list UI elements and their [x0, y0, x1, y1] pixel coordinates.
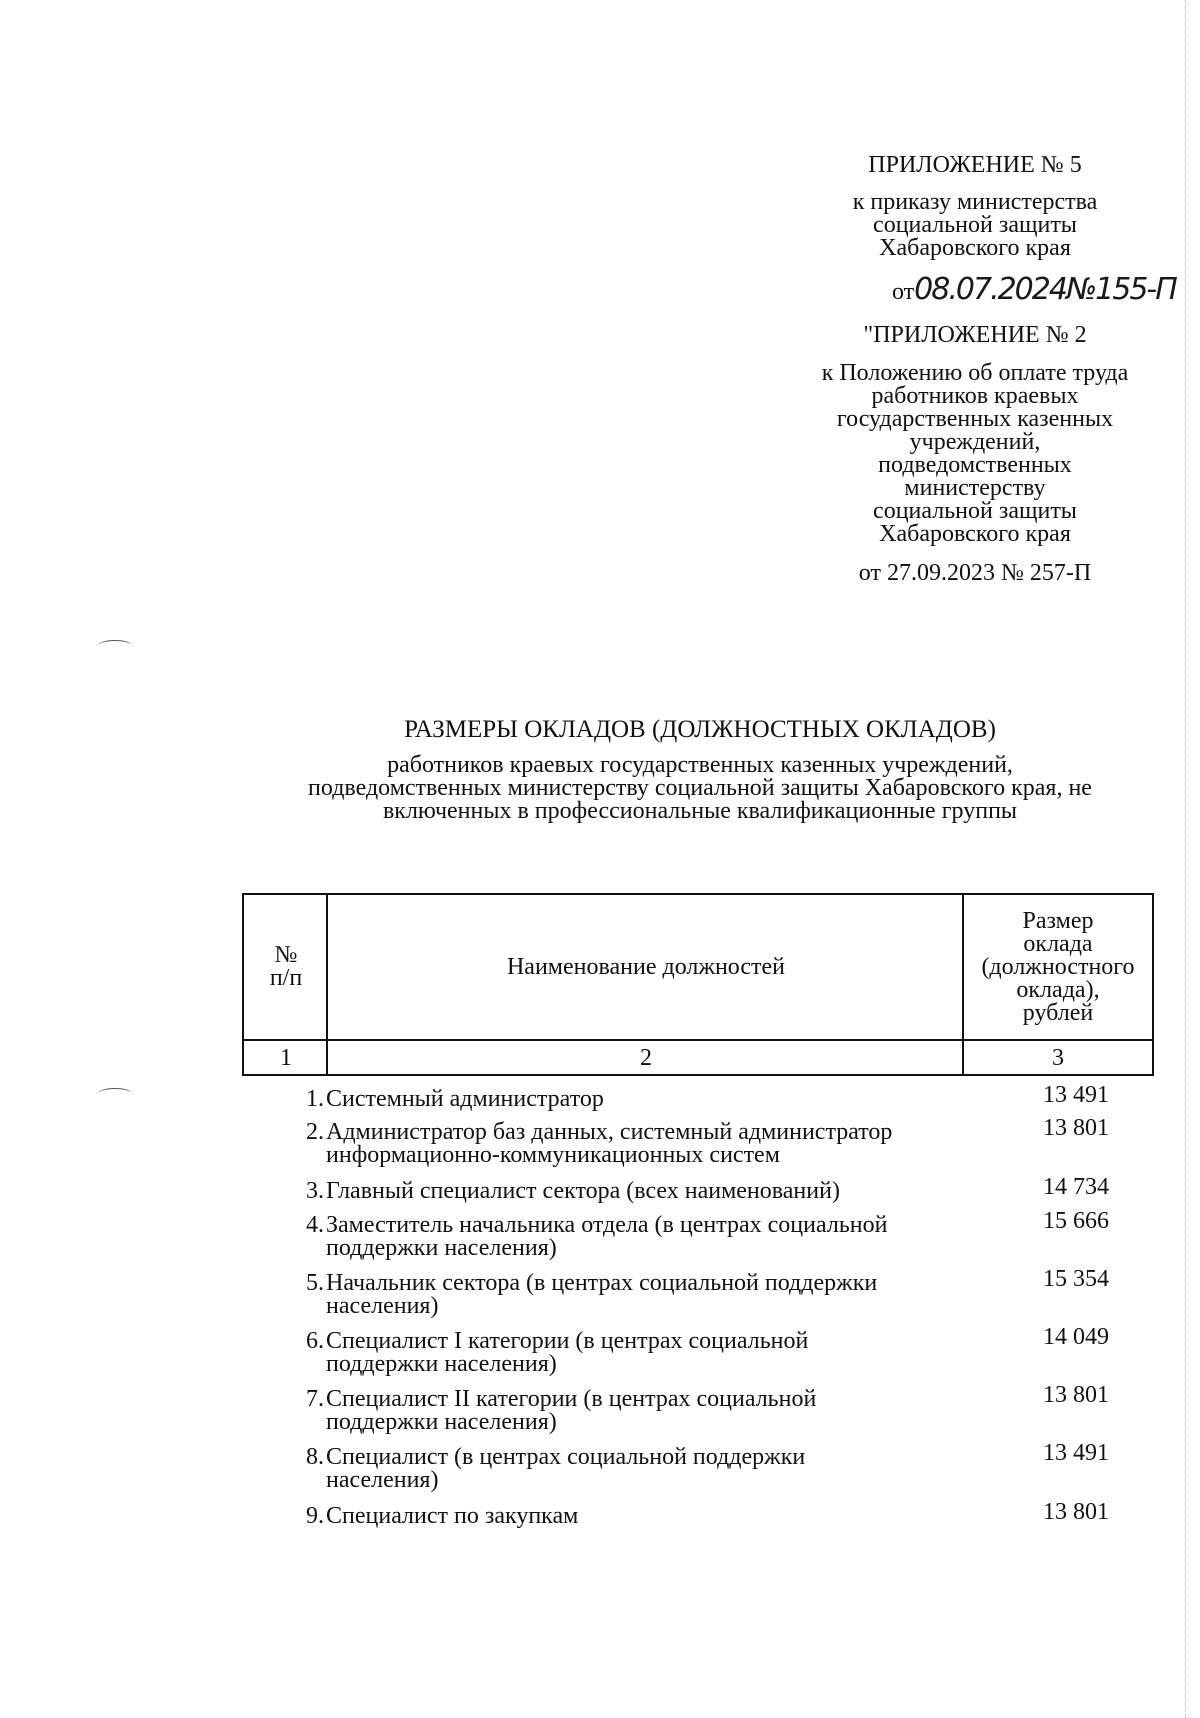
- regulation-line: учреждений,: [909, 429, 1041, 455]
- row-salary: 13 491: [1043, 1082, 1109, 1108]
- row-position: [326, 1088, 846, 1111]
- row-number: 9.: [306, 1503, 324, 1529]
- position-text: Главный специалист сектора (всех наименований): [326, 1178, 840, 1204]
- row-salary: 14 049: [1043, 1324, 1109, 1350]
- subtitle-line: работников краевых государственных казенных учреждений,: [387, 752, 1013, 778]
- subtitle-line: подведомственных министерству социальной защиты Хабаровского края, не: [308, 775, 1092, 801]
- row-salary: 13 801: [1043, 1115, 1109, 1141]
- column-number-cell: [328, 1041, 964, 1076]
- handwritten-date-number: 08.07.2024№155-П: [914, 272, 1176, 307]
- row-number: 7.: [306, 1386, 324, 1412]
- regulation-line: Хабаровского края: [879, 521, 1071, 547]
- row-position: [326, 1330, 986, 1376]
- header-text: Размер: [1022, 907, 1094, 934]
- row-salary: 15 354: [1043, 1266, 1109, 1292]
- position-text: Системный администратор: [326, 1086, 604, 1112]
- header-text: (должностного: [981, 953, 1135, 980]
- order-prefix: от: [892, 279, 915, 305]
- header-text: оклада: [1023, 930, 1093, 957]
- order-line: Хабаровского края: [879, 235, 1071, 261]
- subtitle-line: включенных в профессиональные квалификационные группы: [382, 798, 1018, 824]
- row-salary: 13 491: [1043, 1440, 1109, 1466]
- row-position: [326, 1272, 986, 1318]
- position-text: Специалист (в центрах социальной поддержки: [326, 1444, 806, 1470]
- column-number: 2: [640, 1045, 652, 1071]
- row-number: 1.: [306, 1086, 324, 1112]
- regulation-line: государственных казенных: [836, 406, 1114, 432]
- row-number: 4.: [306, 1212, 324, 1238]
- position-text: Администратор баз данных, системный администратор: [326, 1119, 893, 1145]
- regulation-line: к Положению об оплате труда: [821, 360, 1129, 386]
- document-subtitle: [230, 754, 1170, 823]
- position-text: Специалист II категории (в центрах социальной: [326, 1386, 817, 1412]
- scan-artifact-mark: [98, 1088, 132, 1099]
- row-position: [326, 1180, 986, 1203]
- row-position: [326, 1505, 986, 1528]
- document-title: РАЗМЕРЫ ОКЛАДОВ (ДОЛЖНОСТНЫХ ОКЛАДОВ): [404, 716, 996, 743]
- appendix-header: [800, 154, 1150, 260]
- order-line: социальной защиты: [873, 212, 1077, 238]
- row-position: [326, 1388, 986, 1434]
- table-header: [242, 893, 1154, 1076]
- row-position: [326, 1214, 986, 1260]
- appendix-number: ПРИЛОЖЕНИЕ № 5: [868, 152, 1082, 178]
- regulation-line: работников краевых: [871, 383, 1079, 409]
- position-text: информационно-коммуникационных систем: [326, 1142, 780, 1168]
- header-cell-position: [328, 895, 964, 1039]
- scan-artifact-mark: [98, 640, 132, 651]
- row-number: 2.: [306, 1119, 324, 1145]
- column-number: 3: [1052, 1045, 1064, 1071]
- position-text: Специалист I категории (в центрах социальной: [326, 1328, 809, 1354]
- position-text: Заместитель начальника отдела (в центрах социальной: [326, 1212, 888, 1238]
- position-text: населения): [326, 1293, 439, 1319]
- row-number: 8.: [306, 1444, 324, 1470]
- regulation-line: социальной защиты: [873, 498, 1077, 524]
- regulation-date-text: от 27.09.2023 № 257-П: [858, 560, 1092, 586]
- header-cell-salary: [964, 895, 1152, 1039]
- row-position: [326, 1121, 986, 1167]
- regulation-line: подведомственных: [878, 452, 1072, 478]
- scan-edge-line: [1185, 0, 1186, 1718]
- nested-appendix-number: "ПРИЛОЖЕНИЕ № 2: [863, 322, 1087, 348]
- row-salary: 15 666: [1043, 1208, 1109, 1234]
- nested-appendix-header: [800, 324, 1150, 347]
- row-number: 6.: [306, 1328, 324, 1354]
- position-text: Специалист по закупкам: [326, 1503, 579, 1529]
- position-text: поддержки населения): [326, 1409, 557, 1435]
- header-text: рублей: [1022, 999, 1094, 1026]
- header-text: Наименование должностей: [506, 953, 786, 980]
- column-number-cell: [964, 1041, 1152, 1076]
- column-number-cell: [244, 1041, 328, 1076]
- row-number: 3.: [306, 1178, 324, 1204]
- row-position: [326, 1446, 986, 1492]
- row-number: 5.: [306, 1270, 324, 1296]
- row-salary: 14 734: [1043, 1174, 1109, 1200]
- order-line: к приказу министерства: [852, 189, 1098, 215]
- row-salary: 13 801: [1043, 1382, 1109, 1408]
- header-cell-number: [244, 895, 328, 1039]
- regulation-line: министерству: [904, 475, 1046, 501]
- order-date-number: [892, 272, 1176, 307]
- position-text: поддержки населения): [326, 1235, 557, 1261]
- header-text: оклада),: [1016, 976, 1100, 1003]
- row-salary: 13 801: [1043, 1499, 1109, 1525]
- position-text: Начальник сектора (в центрах социальной поддержки: [326, 1270, 878, 1296]
- header-text: №: [274, 942, 298, 968]
- column-number: 1: [280, 1045, 292, 1071]
- position-text: населения): [326, 1467, 439, 1493]
- position-text: поддержки населения): [326, 1351, 557, 1377]
- header-text: п/п: [269, 965, 303, 991]
- regulation-date: [800, 562, 1150, 585]
- regulation-block: [775, 362, 1175, 546]
